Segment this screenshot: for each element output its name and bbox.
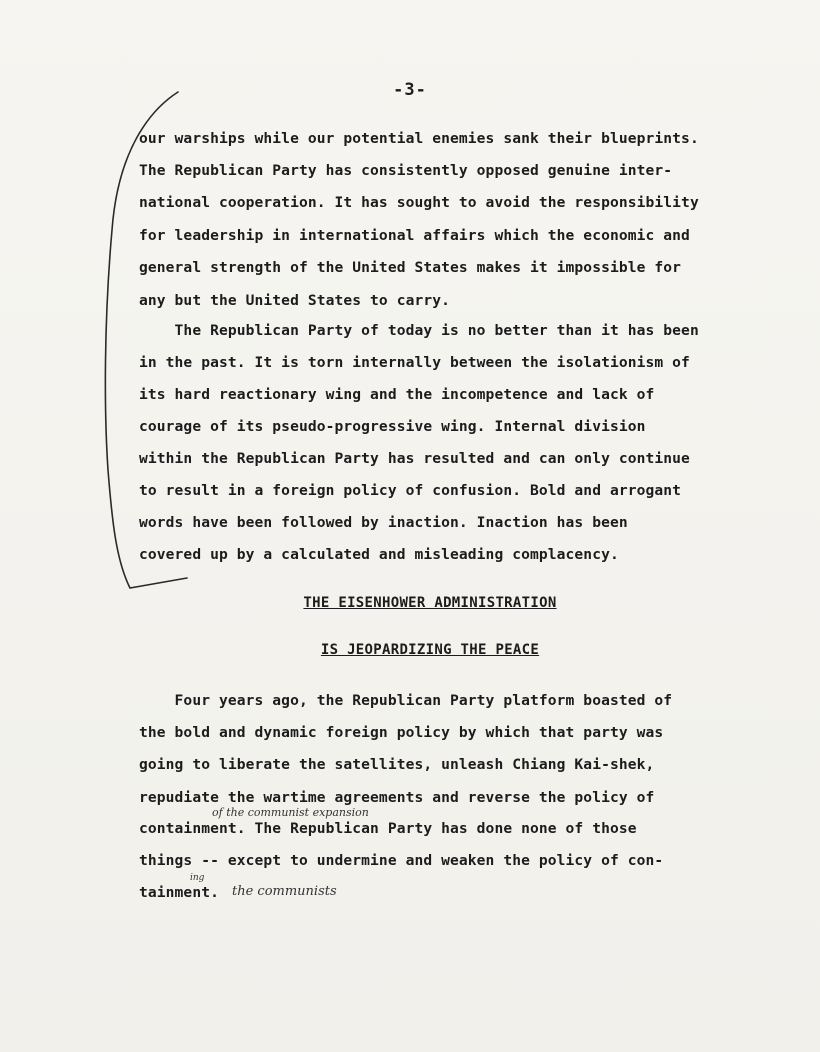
text-line: repudiate the wartime agreements and reverse the policy of xyxy=(139,789,655,806)
text-line: the bold and dynamic foreign policy by which that party was xyxy=(139,724,664,741)
text-line: courage of its pseudo-progressive wing. Internal division xyxy=(139,418,646,435)
text-line: things -- except to undermine and weaken the policy of con- xyxy=(139,852,664,869)
text-line: Four years ago, the Republican Party platform boasted of xyxy=(139,692,673,709)
text-line: The Republican Party of today is no better than it has been xyxy=(139,322,699,339)
text-line: The Republican Party has consistently opposed genuine inter- xyxy=(139,162,673,179)
handwritten-addition: the communists xyxy=(232,884,337,899)
text-line: words have been followed by inaction. Inaction has been xyxy=(139,514,628,531)
text-line: to result in a foreign policy of confusion. Bold and arrogant xyxy=(139,482,682,499)
text-line: tainment. xyxy=(139,884,219,901)
text-line: in the past. It is torn internally between the isolationism of xyxy=(139,354,690,371)
page-number: -3- xyxy=(393,80,427,100)
handwritten-insertion-ing: ing xyxy=(190,873,205,883)
text-line: any but the United States to carry. xyxy=(139,292,451,309)
text-line: covered up by a calculated and misleading complacency. xyxy=(139,546,619,563)
text-line: within the Republican Party has resulted and can only continue xyxy=(139,450,690,467)
text-line: national cooperation. It has sought to avoid the responsibility xyxy=(139,194,699,211)
text-line: general strength of the United States makes it impossible for xyxy=(139,259,682,276)
text-line: going to liberate the satellites, unleash Chiang Kai-shek, xyxy=(139,756,655,773)
section-heading-line-2: IS JEOPARDIZING THE PEACE xyxy=(320,642,540,658)
text-line: containment. The Republican Party has done none of those xyxy=(139,820,637,837)
text-line: for leadership in international affairs which the economic and xyxy=(139,227,690,244)
text-line: its hard reactionary wing and the incompetence and lack of xyxy=(139,386,655,403)
text-line: our warships while our potential enemies sank their blueprints. xyxy=(139,130,699,147)
handwritten-insertion: of the communist expansion xyxy=(212,806,369,819)
section-heading-line-1: THE EISENHOWER ADMINISTRATION xyxy=(303,595,557,611)
